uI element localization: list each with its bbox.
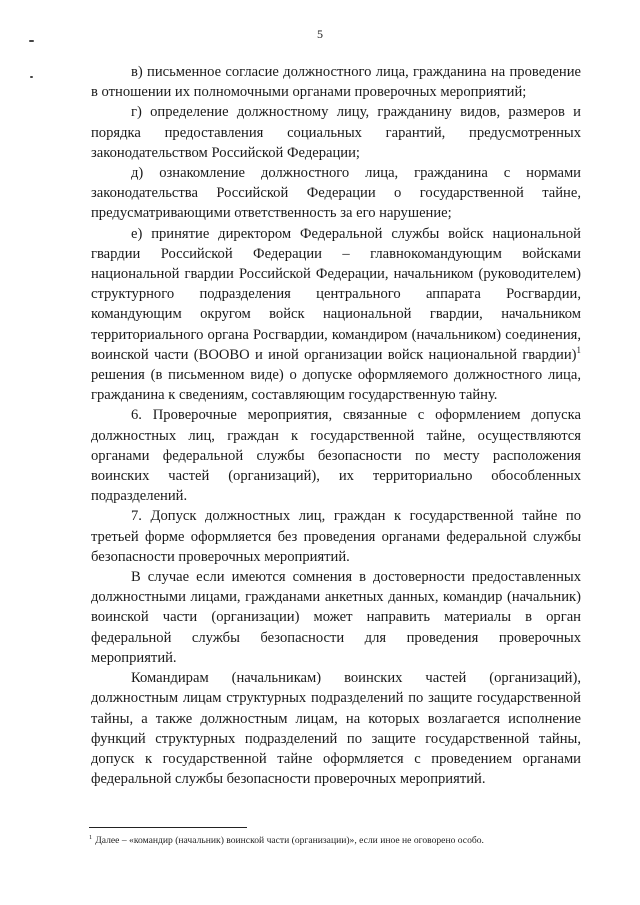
clause-g: г) определение должностному лицу, гражданину видов, размеров и порядка предоставления социальных гарантий, предусмотренных законодательством Российской Федерации; xyxy=(91,104,581,161)
footnote-reference: 1 xyxy=(576,344,581,355)
clause-e-text-part-2: решения (в письменном виде) о допуске оформляемого должностного лица, гражданина к сведениям, составляющим государственную тайну. xyxy=(91,367,581,404)
scan-artifact-mark xyxy=(30,76,33,78)
footnote-divider xyxy=(89,827,247,828)
scan-artifact-mark xyxy=(29,40,34,42)
document-body xyxy=(91,62,581,789)
clause-e xyxy=(91,224,581,406)
section-7: 7. Допуск должностных лиц, граждан к государственной тайне по третьей форме оформляется без проведения органами федеральной службы безопасности проверочных мероприятий. xyxy=(91,508,581,565)
footnote-marker: 1 xyxy=(89,834,93,841)
clause-d: д) ознакомление должностного лица, гражданина с нормами законодательства Российской Федерации о государственной тайне, предусматривающими ответственность за его нарушение; xyxy=(91,165,581,222)
page-number: 5 xyxy=(317,27,323,41)
footnote xyxy=(89,835,589,847)
clause-v: в) письменное согласие должностного лица, гражданина на проведение в отношении их полномочными органами проверочных мероприятий; xyxy=(91,64,581,101)
section-7-paragraph-2: В случае если имеются сомнения в достоверности предоставленных должностными лицами, гражданами анкетных данных, командир (начальник) воинской части (организации) может направить материалы в орган федеральной службы безопасности для проведения проверочных мероприятий. xyxy=(91,569,581,666)
clause-e-text-part-1: е) принятие директором Федеральной службы войск национальной гвардии Российской Федерации – главнокомандующим войсками национальной гвардии Российской Федерации, начальником (руководителем) структурного подразделения центрального аппарата Росгвардии, командующим округом войск национальной гвардии, начальником территориального органа Росгвардии, командиром (начальником) соединения, воинской части (ВООВО и иной организации войск национальной гвардии) xyxy=(91,225,581,363)
footnote-text: Далее – «командир (начальник) воинской части (организации)», если иное не оговорено особо. xyxy=(95,835,484,846)
section-6: 6. Проверочные мероприятия, связанные с оформлением допуска должностных лиц, граждан к государственной тайне, осуществляются органами федеральной службы безопасности по месту расположения воинских частей (организаций), их территориально обособленных подразделений. xyxy=(91,407,581,505)
section-7-paragraph-3: Командирам (начальникам) воинских частей (организаций), должностным лицам структурных подразделений по защите государственной тайны, а также должностным лицам, на которых возлагается исполнение функций структурных подразделений по защите государственной тайны, допуск к государственной тайне оформляется с проведением органами федеральной службы безопасности проверочных мероприятий. xyxy=(91,670,581,788)
